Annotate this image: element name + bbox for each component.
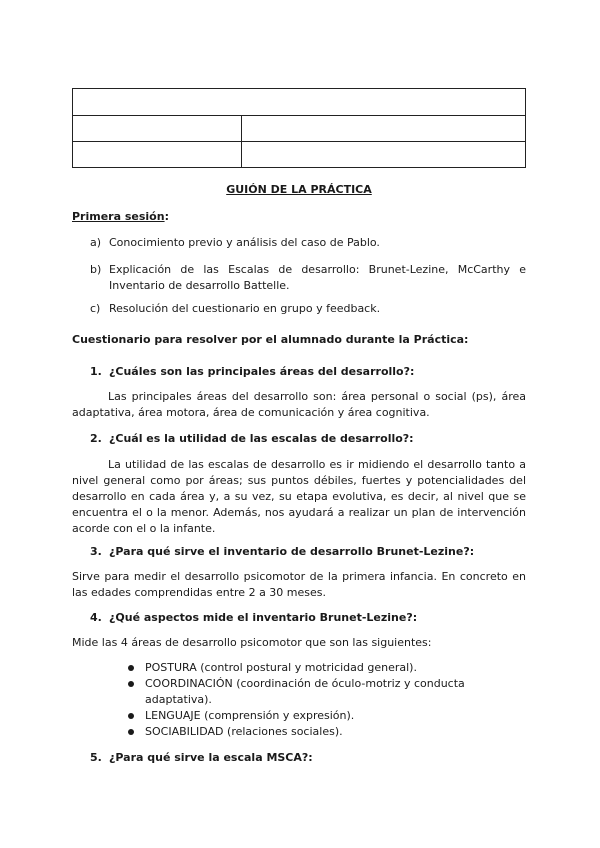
question-text: ¿Cuál es la utilidad de las escalas de desarrollo?: bbox=[109, 432, 414, 445]
question-heading bbox=[90, 432, 526, 445]
question-number: 3. bbox=[90, 545, 102, 558]
list-item-text: SOCIABILIDAD (relaciones sociales). bbox=[145, 725, 343, 738]
answer-paragraph: Sirve para medir el desarrollo psicomotor de la primera infancia. En concreto en las edades comprendidas entre 2 a 30 meses. bbox=[72, 570, 526, 599]
bullet-list bbox=[127, 660, 507, 740]
answer-paragraph: Mide las 4 áreas de desarrollo psicomotor que son las siguientes: bbox=[72, 636, 432, 649]
question-number: 2. bbox=[90, 432, 102, 445]
bullet-dot-icon bbox=[128, 681, 134, 687]
session-item bbox=[90, 262, 526, 294]
header-cell-right bbox=[242, 142, 526, 168]
list-item bbox=[127, 708, 507, 724]
bullet-dot-icon bbox=[128, 729, 134, 735]
answer-paragraph: Las principales áreas del desarrollo son: área personal o social (ps), área adaptativa, área motora, área de comunicación y área cognitiva. bbox=[72, 390, 526, 419]
session-item-label: b) bbox=[90, 263, 102, 276]
question-number: 1. bbox=[90, 365, 102, 378]
session-item-text: Explicación de las Escalas de desarrollo: Brunet-Lezine, McCarthy e Inventario de desarrollo Battelle. bbox=[109, 263, 526, 292]
question-heading bbox=[90, 751, 526, 764]
question-text: ¿Qué aspectos mide el inventario Brunet-Lezine?: bbox=[109, 611, 418, 624]
bullet-dot-icon bbox=[128, 665, 134, 671]
session-item-text: Conocimiento previo y análisis del caso de Pablo. bbox=[109, 236, 380, 249]
answer-paragraph: La utilidad de las escalas de desarrollo es ir midiendo el desarrollo tanto a nivel general como por áreas; sus puntos débiles, fuertes y potencialidades del desarrollo en cada área y, a su vez, su etapa evolutiva, es decir, al nivel que se encuentra el o la menor. Además, nos ayudará a realizar un plan de intervención acorde con el o la infante. bbox=[72, 458, 526, 535]
session-heading bbox=[72, 210, 169, 223]
session-colon: : bbox=[164, 210, 169, 223]
header-cell-full bbox=[73, 89, 526, 116]
list-item bbox=[127, 660, 507, 676]
list-item-text: COORDINACIÓN (coordinación de óculo-motriz y conducta adaptativa). bbox=[145, 677, 465, 706]
header-table bbox=[72, 88, 526, 168]
header-cell-left bbox=[73, 116, 242, 142]
session-item-label: a) bbox=[90, 236, 102, 249]
list-item bbox=[127, 724, 507, 740]
question-text: ¿Cuáles son las principales áreas del desarrollo?: bbox=[109, 365, 415, 378]
session-item bbox=[90, 301, 526, 317]
questionnaire-title: Cuestionario para resolver por el alumnado durante la Práctica: bbox=[72, 333, 469, 346]
list-item-text: POSTURA (control postural y motricidad general). bbox=[145, 661, 417, 674]
session-item-text: Resolución del cuestionario en grupo y feedback. bbox=[109, 302, 381, 315]
header-cell-left bbox=[73, 142, 242, 168]
question-heading bbox=[90, 545, 526, 558]
page-title: GUIÓN DE LA PRÁCTICA bbox=[226, 183, 372, 196]
question-number: 5. bbox=[90, 751, 102, 764]
question-text: ¿Para qué sirve la escala MSCA?: bbox=[109, 751, 313, 764]
question-number: 4. bbox=[90, 611, 102, 624]
question-heading bbox=[90, 365, 526, 378]
session-label: Primera sesión bbox=[72, 210, 165, 223]
header-cell-right bbox=[242, 116, 526, 142]
list-item-text: LENGUAJE (comprensión y expresión). bbox=[145, 709, 355, 722]
question-text: ¿Para qué sirve el inventario de desarrollo Brunet-Lezine?: bbox=[109, 545, 475, 558]
session-item-label: c) bbox=[90, 302, 101, 315]
list-item bbox=[127, 676, 507, 708]
session-item bbox=[90, 235, 526, 251]
bullet-dot-icon bbox=[128, 713, 134, 719]
question-heading bbox=[90, 611, 526, 624]
